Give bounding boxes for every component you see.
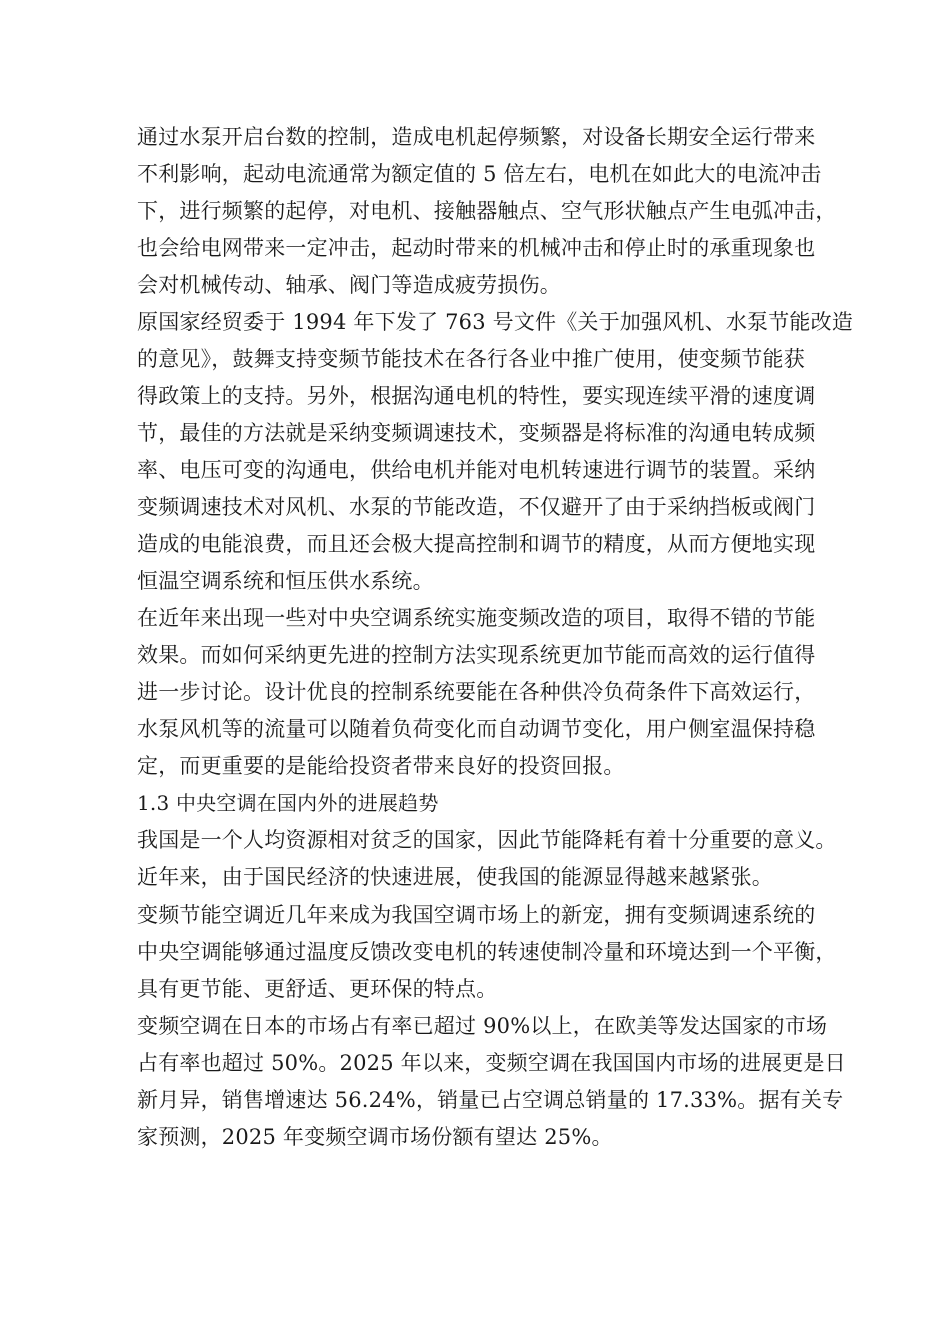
text-line: 变频节能空调近几年来成为我国空调市场上的新宠，拥有变频调速系统的 [137, 903, 816, 927]
text-line: 恒温空调系统和恒压供水系统。 [137, 569, 434, 593]
text-line: 水泵风机等的流量可以随着负荷变化而自动调节变化，用户侧室温保持稳 [137, 717, 816, 741]
text-line: 通过水泵开启台数的控制，造成电机起停频繁，对设备长期安全运行带来 [137, 125, 816, 149]
text-line: 新月异，销售增速达 56.24%，销量已占空调总销量的 17.33%。据有关专 [137, 1088, 844, 1112]
section-heading: 1.3 中央空调在国内外的进展趋势 [137, 791, 439, 815]
text-line: 率、电压可变的沟通电，供给电机并能对电机转速进行调节的装置。采纳 [137, 458, 816, 482]
text-line: 变频调速技术对风机、水泵的节能改造，不仅避开了由于采纳挡板或阀门 [137, 495, 816, 519]
text-line: 不利影响，起动电流通常为额定值的 5 倍左右，电机在如此大的电流冲击 [137, 162, 822, 186]
text-line: 近年来，由于国民经济的快速进展，使我国的能源显得越来越紧张。 [137, 865, 773, 889]
text-line: 效果。而如何采纳更先进的控制方法实现系统更加节能而高效的运行值得 [137, 643, 816, 667]
text-line: 我国是一个人均资源相对贫乏的国家，因此节能降耗有着十分重要的意义。 [137, 828, 837, 852]
text-line: 定，而更重要的是能给投资者带来良好的投资回报。 [137, 754, 625, 778]
text-line: 变频空调在日本的市场占有率已超过 90%以上，在欧美等发达国家的市场 [137, 1014, 828, 1038]
text-line: 节，最佳的方法就是采纳变频调速技术，变频器是将标准的沟通电转成频 [137, 421, 816, 445]
text-line: 家预测，2025 年变频空调市场份额有望达 25%。 [137, 1125, 613, 1149]
text-line: 在近年来出现一些对中央空调系统实施变频改造的项目，取得不错的节能 [137, 606, 816, 630]
text-line: 占有率也超过 50%。2025 年以来，变频空调在我国国内市场的进展更是日 [137, 1051, 846, 1075]
text-line: 具有更节能、更舒适、更环保的特点。 [137, 977, 498, 1001]
text-line: 也会给电网带来一定冲击，起动时带来的机械冲击和停止时的承重现象也 [137, 236, 816, 260]
text-line: 进一步讨论。设计优良的控制系统要能在各种供冷负荷条件下高效运行， [137, 680, 816, 704]
text-line: 中央空调能够通过温度反馈改变电机的转速使制冷量和环境达到一个平衡， [137, 940, 837, 964]
text-line: 的意见》，鼓舞支持变频节能技术在各行各业中推广使用，使变频节能获 [137, 347, 805, 371]
text-line: 得政策上的支持。另外，根据沟通电机的特性，要实现连续平滑的速度调 [137, 384, 816, 408]
text-line: 会对机械传动、轴承、阀门等造成疲劳损伤。 [137, 273, 561, 297]
text-line: 原国家经贸委于 1994 年下发了 763 号文件《关于加强风机、水泵节能改造 [137, 310, 854, 334]
text-line: 下，进行频繁的起停，对电机、接触器触点、空气形状触点产生电弧冲击， [137, 199, 837, 223]
text-line: 造成的电能浪费，而且还会极大提高控制和调节的精度，从而方便地实现 [137, 532, 816, 556]
